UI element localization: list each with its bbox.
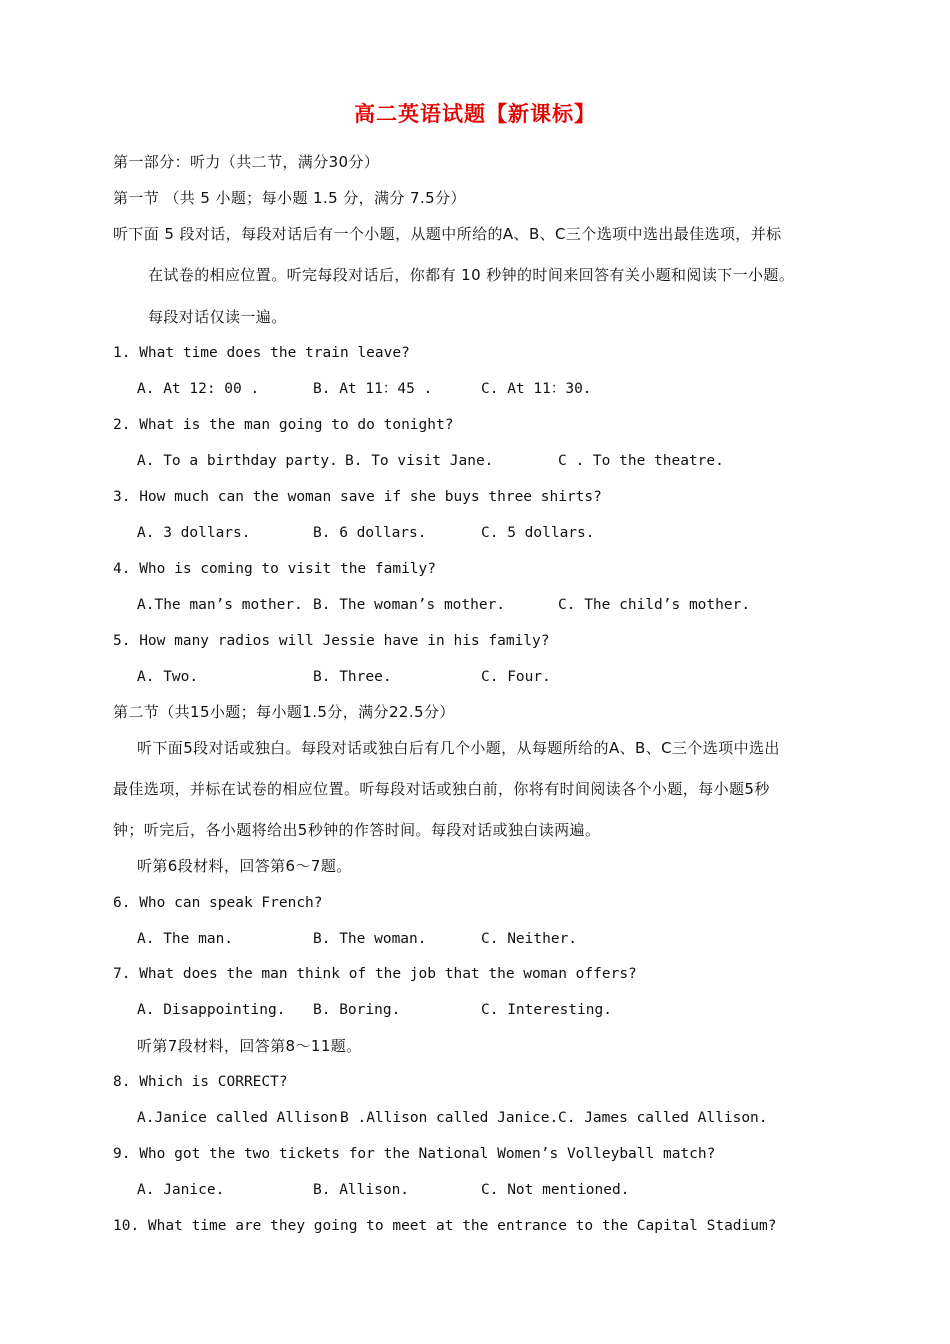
option-b: B. To visit Jane.: [345, 453, 494, 469]
option-a: A. Disappointing.: [137, 1002, 286, 1018]
instruction-line: 钟；听完后，各小题将给出5秒钟的作答时间。每段对话或独白读两遍。: [113, 821, 601, 839]
option-a: A. The man.: [137, 931, 234, 947]
option-c: C . To the theatre.: [558, 453, 724, 469]
option-c: C. Not mentioned.: [481, 1182, 630, 1198]
question: 2. What is the man going to do tonight?: [113, 417, 454, 433]
instruction-line: 每段对话仅读一遍。: [148, 308, 287, 326]
option-c: C. 5 dollars.: [481, 525, 595, 541]
instruction-line: 听下面5段对话或独白。每段对话或独白后有几个小题，从每题所给的A、B、C三个选项中选出: [137, 739, 780, 757]
option-c: C. Interesting.: [481, 1002, 612, 1018]
option-a: A.The man’s mother.: [137, 597, 303, 613]
option-b: B. The woman.: [313, 931, 427, 947]
option-a: A. 3 dollars.: [137, 525, 251, 541]
option-c: C. James called Allison.: [558, 1110, 768, 1126]
question: 5. How many radios will Jessie have in his family?: [113, 633, 550, 649]
question: 8. Which is CORRECT?: [113, 1074, 288, 1090]
question: 10. What time are they going to meet at the entrance to the Capital Stadium?: [113, 1218, 777, 1234]
instruction-line: 听下面 5 段对话，每段对话后有一个小题，从题中所给的A、B、C三个选项中选出最佳选项，并标: [113, 225, 782, 243]
option-a: A.Janice called Allison.: [137, 1110, 347, 1126]
section2-heading: 第二节（共15小题；每小题1.5分，满分22.5分）: [113, 703, 455, 721]
option-b: B .Allison called Janice.: [340, 1110, 559, 1126]
option-a: A. At 12: 00 .: [137, 381, 260, 397]
option-b: B. Boring.: [313, 1002, 401, 1018]
option-c: C. Four.: [481, 669, 551, 685]
option-b: B. Allison.: [313, 1182, 410, 1198]
instruction-line: 最佳选项，并标在试卷的相应位置。听每段对话或独白前，你将有时间阅读各个小题，每小题5秒: [113, 780, 770, 798]
question: 7. What does the man think of the job that the woman offers?: [113, 966, 637, 982]
option-b: B. 6 dollars.: [313, 525, 427, 541]
question: 6. Who can speak French?: [113, 895, 323, 911]
instruction-line: 在试卷的相应位置。听完每段对话后，你都有 10 秒钟的时间来回答有关小题和阅读下一小题。: [148, 266, 795, 284]
option-a: A. Two.: [137, 669, 199, 685]
part1-heading: 第一部分：听力（共二节，满分30分）: [113, 153, 380, 171]
option-b: B. Three.: [313, 669, 392, 685]
option-c: C. Neither.: [481, 931, 578, 947]
option-b: B. The woman’s mother.: [313, 597, 506, 613]
material-note: 听第6段材料，回答第6～7题。: [137, 857, 352, 875]
option-c: C. The child’s mother.: [558, 597, 751, 613]
option-c: C. At 11：30.: [481, 381, 592, 397]
page-title: 高二英语试题【新课标】: [354, 102, 596, 126]
question: 1. What time does the train leave?: [113, 345, 410, 361]
option-a: A. To a birthday party.: [137, 453, 338, 469]
question: 4. Who is coming to visit the family?: [113, 561, 437, 577]
question: 3. How much can the woman save if she buys three shirts?: [113, 489, 602, 505]
material-note: 听第7段材料，回答第8～11题。: [137, 1037, 362, 1055]
option-a: A. Janice.: [137, 1182, 225, 1198]
section1-heading: 第一节 （共 5 小题；每小题 1.5 分，满分 7.5分）: [113, 189, 466, 207]
question: 9. Who got the two tickets for the National Women’s Volleyball match?: [113, 1146, 716, 1162]
option-b: B. At 11：45 .: [313, 381, 433, 397]
